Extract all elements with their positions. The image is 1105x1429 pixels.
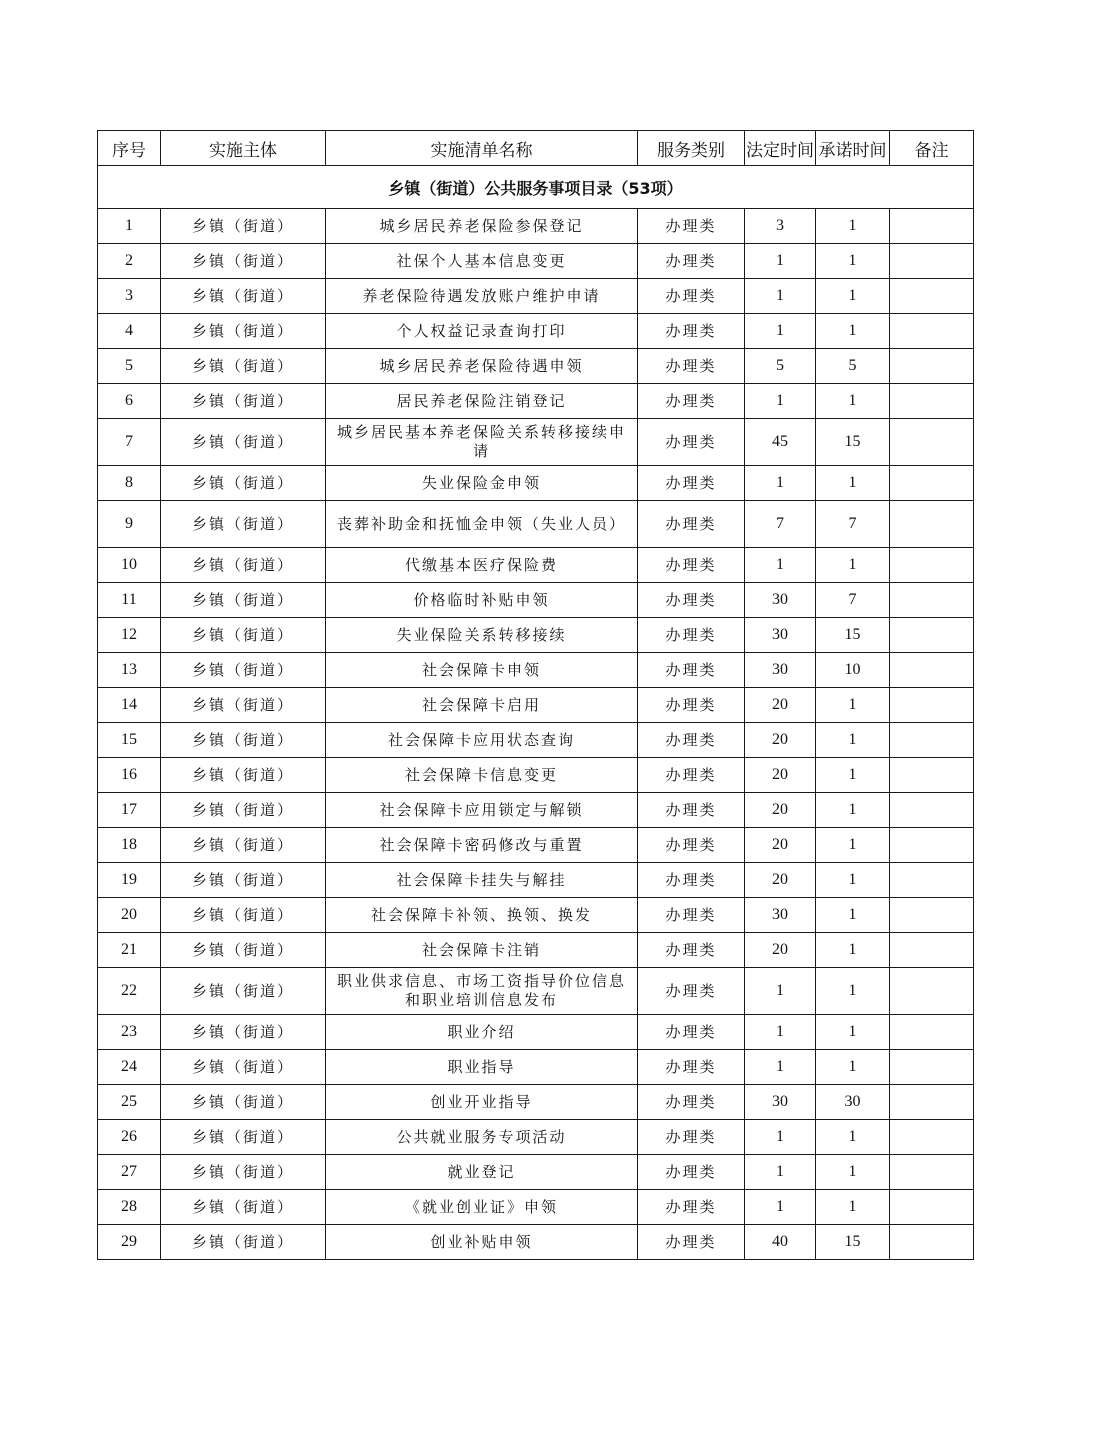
cell-item-name: 代缴基本医疗保险费 <box>326 548 638 583</box>
cell-item-name: 城乡居民基本养老保险关系转移接续申请 <box>326 419 638 466</box>
cell-entity: 乡镇（街道） <box>161 1015 326 1050</box>
cell-service-type: 办理类 <box>638 419 745 466</box>
cell-legal-time: 20 <box>745 828 816 863</box>
cell-item-name: 社会保障卡启用 <box>326 688 638 723</box>
cell-seq: 4 <box>98 314 161 349</box>
cell-entity: 乡镇（街道） <box>161 1120 326 1155</box>
cell-remark <box>890 1085 974 1120</box>
table-row <box>98 314 974 349</box>
cell-legal-time: 30 <box>745 1085 816 1120</box>
cell-legal-time: 1 <box>745 244 816 279</box>
table-row <box>98 723 974 758</box>
cell-service-type: 办理类 <box>638 279 745 314</box>
cell-remark <box>890 279 974 314</box>
cell-item-name: 养老保险待遇发放账户维护申请 <box>326 279 638 314</box>
table-row <box>98 244 974 279</box>
cell-item-name: 社会保障卡注销 <box>326 933 638 968</box>
cell-entity: 乡镇（街道） <box>161 863 326 898</box>
cell-seq: 10 <box>98 548 161 583</box>
cell-seq: 6 <box>98 384 161 419</box>
cell-promise-time: 1 <box>816 384 890 419</box>
cell-service-type: 办理类 <box>638 501 745 548</box>
cell-promise-time: 1 <box>816 723 890 758</box>
cell-entity: 乡镇（街道） <box>161 968 326 1015</box>
cell-item-name: 社会保障卡应用锁定与解锁 <box>326 793 638 828</box>
cell-remark <box>890 1225 974 1260</box>
cell-entity: 乡镇（街道） <box>161 1190 326 1225</box>
cell-promise-time: 1 <box>816 863 890 898</box>
cell-seq: 15 <box>98 723 161 758</box>
cell-seq: 29 <box>98 1225 161 1260</box>
cell-seq: 2 <box>98 244 161 279</box>
cell-legal-time: 5 <box>745 349 816 384</box>
cell-remark <box>890 583 974 618</box>
cell-service-type: 办理类 <box>638 653 745 688</box>
cell-legal-time: 30 <box>745 618 816 653</box>
cell-seq: 20 <box>98 898 161 933</box>
cell-legal-time: 1 <box>745 1050 816 1085</box>
cell-seq: 27 <box>98 1155 161 1190</box>
cell-remark <box>890 466 974 501</box>
cell-entity: 乡镇（街道） <box>161 723 326 758</box>
cell-legal-time: 7 <box>745 501 816 548</box>
cell-promise-time: 1 <box>816 758 890 793</box>
section-row <box>98 166 974 209</box>
cell-service-type: 办理类 <box>638 209 745 244</box>
header-type: 服务类别 <box>638 131 745 166</box>
header-promise-time: 承诺时间 <box>816 131 890 166</box>
cell-seq: 23 <box>98 1015 161 1050</box>
cell-item-name: 社会保障卡应用状态查询 <box>326 723 638 758</box>
cell-legal-time: 1 <box>745 1120 816 1155</box>
table-row <box>98 349 974 384</box>
cell-legal-time: 30 <box>745 898 816 933</box>
table-row <box>98 466 974 501</box>
cell-promise-time: 1 <box>816 1050 890 1085</box>
cell-legal-time: 20 <box>745 758 816 793</box>
cell-entity: 乡镇（街道） <box>161 828 326 863</box>
table-row <box>98 1015 974 1050</box>
cell-promise-time: 1 <box>816 968 890 1015</box>
cell-seq: 16 <box>98 758 161 793</box>
cell-entity: 乡镇（街道） <box>161 933 326 968</box>
cell-seq: 26 <box>98 1120 161 1155</box>
table-row <box>98 501 974 548</box>
cell-item-name: 社保个人基本信息变更 <box>326 244 638 279</box>
cell-legal-time: 1 <box>745 548 816 583</box>
cell-remark <box>890 828 974 863</box>
cell-entity: 乡镇（街道） <box>161 548 326 583</box>
cell-legal-time: 45 <box>745 419 816 466</box>
cell-item-name: 居民养老保险注销登记 <box>326 384 638 419</box>
cell-remark <box>890 1190 974 1225</box>
table-row <box>98 618 974 653</box>
cell-entity: 乡镇（街道） <box>161 314 326 349</box>
cell-promise-time: 1 <box>816 793 890 828</box>
table-row <box>98 1120 974 1155</box>
cell-service-type: 办理类 <box>638 1015 745 1050</box>
table-row <box>98 1050 974 1085</box>
cell-promise-time: 15 <box>816 419 890 466</box>
cell-service-type: 办理类 <box>638 688 745 723</box>
cell-service-type: 办理类 <box>638 244 745 279</box>
cell-legal-time: 1 <box>745 1155 816 1190</box>
cell-service-type: 办理类 <box>638 1120 745 1155</box>
cell-entity: 乡镇（街道） <box>161 1225 326 1260</box>
cell-entity: 乡镇（街道） <box>161 688 326 723</box>
cell-promise-time: 1 <box>816 828 890 863</box>
cell-item-name: 丧葬补助金和抚恤金申领（失业人员） <box>326 501 638 548</box>
table-row <box>98 1225 974 1260</box>
cell-seq: 8 <box>98 466 161 501</box>
service-items-table <box>97 130 974 1260</box>
header-row <box>98 131 974 166</box>
cell-legal-time: 20 <box>745 723 816 758</box>
cell-legal-time: 20 <box>745 933 816 968</box>
cell-item-name: 失业保险关系转移接续 <box>326 618 638 653</box>
cell-item-name: 创业补贴申领 <box>326 1225 638 1260</box>
cell-service-type: 办理类 <box>638 758 745 793</box>
cell-seq: 17 <box>98 793 161 828</box>
cell-item-name: 职业指导 <box>326 1050 638 1085</box>
table-row <box>98 653 974 688</box>
cell-seq: 1 <box>98 209 161 244</box>
cell-legal-time: 1 <box>745 466 816 501</box>
cell-service-type: 办理类 <box>638 314 745 349</box>
cell-remark <box>890 384 974 419</box>
cell-item-name: 就业登记 <box>326 1155 638 1190</box>
table-row <box>98 419 974 466</box>
cell-promise-time: 1 <box>816 1190 890 1225</box>
cell-remark <box>890 933 974 968</box>
cell-item-name: 城乡居民养老保险参保登记 <box>326 209 638 244</box>
cell-remark <box>890 688 974 723</box>
table-row <box>98 968 974 1015</box>
cell-promise-time: 1 <box>816 898 890 933</box>
cell-entity: 乡镇（街道） <box>161 279 326 314</box>
cell-seq: 18 <box>98 828 161 863</box>
cell-item-name: 《就业创业证》申领 <box>326 1190 638 1225</box>
cell-entity: 乡镇（街道） <box>161 793 326 828</box>
cell-seq: 3 <box>98 279 161 314</box>
cell-service-type: 办理类 <box>638 968 745 1015</box>
cell-remark <box>890 548 974 583</box>
table-row <box>98 758 974 793</box>
table-row <box>98 279 974 314</box>
cell-service-type: 办理类 <box>638 793 745 828</box>
cell-service-type: 办理类 <box>638 828 745 863</box>
table-row <box>98 863 974 898</box>
cell-legal-time: 1 <box>745 279 816 314</box>
cell-entity: 乡镇（街道） <box>161 898 326 933</box>
header-entity: 实施主体 <box>161 131 326 166</box>
table-row <box>98 933 974 968</box>
cell-service-type: 办理类 <box>638 1190 745 1225</box>
cell-promise-time: 1 <box>816 279 890 314</box>
cell-legal-time: 1 <box>745 1015 816 1050</box>
cell-promise-time: 1 <box>816 1015 890 1050</box>
cell-service-type: 办理类 <box>638 898 745 933</box>
cell-entity: 乡镇（街道） <box>161 244 326 279</box>
cell-promise-time: 1 <box>816 933 890 968</box>
cell-seq: 21 <box>98 933 161 968</box>
cell-entity: 乡镇（街道） <box>161 209 326 244</box>
cell-promise-time: 30 <box>816 1085 890 1120</box>
cell-promise-time: 5 <box>816 349 890 384</box>
cell-promise-time: 1 <box>816 466 890 501</box>
cell-seq: 9 <box>98 501 161 548</box>
cell-legal-time: 20 <box>745 793 816 828</box>
cell-service-type: 办理类 <box>638 384 745 419</box>
cell-legal-time: 1 <box>745 968 816 1015</box>
cell-remark <box>890 653 974 688</box>
cell-remark <box>890 244 974 279</box>
cell-entity: 乡镇（街道） <box>161 501 326 548</box>
cell-legal-time: 1 <box>745 1190 816 1225</box>
cell-entity: 乡镇（街道） <box>161 349 326 384</box>
cell-legal-time: 20 <box>745 688 816 723</box>
section-title: 乡镇（街道）公共服务事项目录（53项） <box>98 166 974 209</box>
cell-entity: 乡镇（街道） <box>161 653 326 688</box>
table-row <box>98 828 974 863</box>
cell-item-name: 创业开业指导 <box>326 1085 638 1120</box>
table-row <box>98 583 974 618</box>
cell-remark <box>890 1120 974 1155</box>
cell-remark <box>890 314 974 349</box>
cell-entity: 乡镇（街道） <box>161 758 326 793</box>
cell-item-name: 社会保障卡密码修改与重置 <box>326 828 638 863</box>
cell-remark <box>890 1155 974 1190</box>
cell-legal-time: 30 <box>745 583 816 618</box>
cell-item-name: 公共就业服务专项活动 <box>326 1120 638 1155</box>
cell-promise-time: 1 <box>816 314 890 349</box>
cell-remark <box>890 968 974 1015</box>
cell-promise-time: 1 <box>816 548 890 583</box>
cell-service-type: 办理类 <box>638 583 745 618</box>
cell-seq: 22 <box>98 968 161 1015</box>
cell-service-type: 办理类 <box>638 466 745 501</box>
cell-remark <box>890 1015 974 1050</box>
cell-seq: 7 <box>98 419 161 466</box>
cell-legal-time: 20 <box>745 863 816 898</box>
cell-item-name: 城乡居民养老保险待遇申领 <box>326 349 638 384</box>
cell-seq: 14 <box>98 688 161 723</box>
cell-item-name: 社会保障卡挂失与解挂 <box>326 863 638 898</box>
header-name: 实施清单名称 <box>326 131 638 166</box>
cell-entity: 乡镇（街道） <box>161 419 326 466</box>
cell-remark <box>890 501 974 548</box>
cell-entity: 乡镇（街道） <box>161 1050 326 1085</box>
cell-service-type: 办理类 <box>638 723 745 758</box>
cell-service-type: 办理类 <box>638 548 745 583</box>
header-remark: 备注 <box>890 131 974 166</box>
header-seq: 序号 <box>98 131 161 166</box>
cell-promise-time: 10 <box>816 653 890 688</box>
cell-service-type: 办理类 <box>638 349 745 384</box>
table-row <box>98 209 974 244</box>
cell-remark <box>890 898 974 933</box>
cell-promise-time: 1 <box>816 1120 890 1155</box>
header-legal-time: 法定时间 <box>745 131 816 166</box>
cell-remark <box>890 758 974 793</box>
cell-entity: 乡镇（街道） <box>161 384 326 419</box>
cell-promise-time: 15 <box>816 618 890 653</box>
cell-seq: 5 <box>98 349 161 384</box>
cell-seq: 24 <box>98 1050 161 1085</box>
cell-promise-time: 1 <box>816 244 890 279</box>
cell-item-name: 职业介绍 <box>326 1015 638 1050</box>
cell-item-name: 社会保障卡申领 <box>326 653 638 688</box>
cell-promise-time: 7 <box>816 501 890 548</box>
cell-promise-time: 1 <box>816 209 890 244</box>
cell-seq: 19 <box>98 863 161 898</box>
cell-legal-time: 1 <box>745 314 816 349</box>
table-row <box>98 384 974 419</box>
cell-entity: 乡镇（街道） <box>161 1155 326 1190</box>
cell-item-name: 社会保障卡信息变更 <box>326 758 638 793</box>
table-row <box>98 1190 974 1225</box>
table-row <box>98 688 974 723</box>
cell-seq: 13 <box>98 653 161 688</box>
cell-promise-time: 1 <box>816 1155 890 1190</box>
items-body <box>98 209 974 1260</box>
cell-remark <box>890 349 974 384</box>
cell-item-name: 社会保障卡补领、换领、换发 <box>326 898 638 933</box>
cell-remark <box>890 793 974 828</box>
cell-promise-time: 1 <box>816 688 890 723</box>
table-row <box>98 548 974 583</box>
cell-entity: 乡镇（街道） <box>161 466 326 501</box>
cell-remark <box>890 1050 974 1085</box>
cell-item-name: 失业保险金申领 <box>326 466 638 501</box>
cell-item-name: 价格临时补贴申领 <box>326 583 638 618</box>
table-row <box>98 1155 974 1190</box>
cell-entity: 乡镇（街道） <box>161 583 326 618</box>
cell-item-name: 职业供求信息、市场工资指导价位信息和职业培训信息发布 <box>326 968 638 1015</box>
cell-promise-time: 7 <box>816 583 890 618</box>
cell-service-type: 办理类 <box>638 1225 745 1260</box>
cell-seq: 25 <box>98 1085 161 1120</box>
cell-service-type: 办理类 <box>638 933 745 968</box>
table-row <box>98 898 974 933</box>
cell-service-type: 办理类 <box>638 1050 745 1085</box>
cell-promise-time: 15 <box>816 1225 890 1260</box>
cell-legal-time: 30 <box>745 653 816 688</box>
cell-entity: 乡镇（街道） <box>161 618 326 653</box>
cell-remark <box>890 723 974 758</box>
cell-entity: 乡镇（街道） <box>161 1085 326 1120</box>
cell-seq: 11 <box>98 583 161 618</box>
cell-remark <box>890 209 974 244</box>
cell-remark <box>890 863 974 898</box>
cell-remark <box>890 618 974 653</box>
cell-item-name: 个人权益记录查询打印 <box>326 314 638 349</box>
cell-service-type: 办理类 <box>638 618 745 653</box>
cell-service-type: 办理类 <box>638 1085 745 1120</box>
cell-service-type: 办理类 <box>638 863 745 898</box>
cell-legal-time: 1 <box>745 384 816 419</box>
cell-service-type: 办理类 <box>638 1155 745 1190</box>
table-row <box>98 793 974 828</box>
cell-legal-time: 40 <box>745 1225 816 1260</box>
cell-remark <box>890 419 974 466</box>
table-row <box>98 1085 974 1120</box>
cell-seq: 12 <box>98 618 161 653</box>
cell-legal-time: 3 <box>745 209 816 244</box>
cell-seq: 28 <box>98 1190 161 1225</box>
